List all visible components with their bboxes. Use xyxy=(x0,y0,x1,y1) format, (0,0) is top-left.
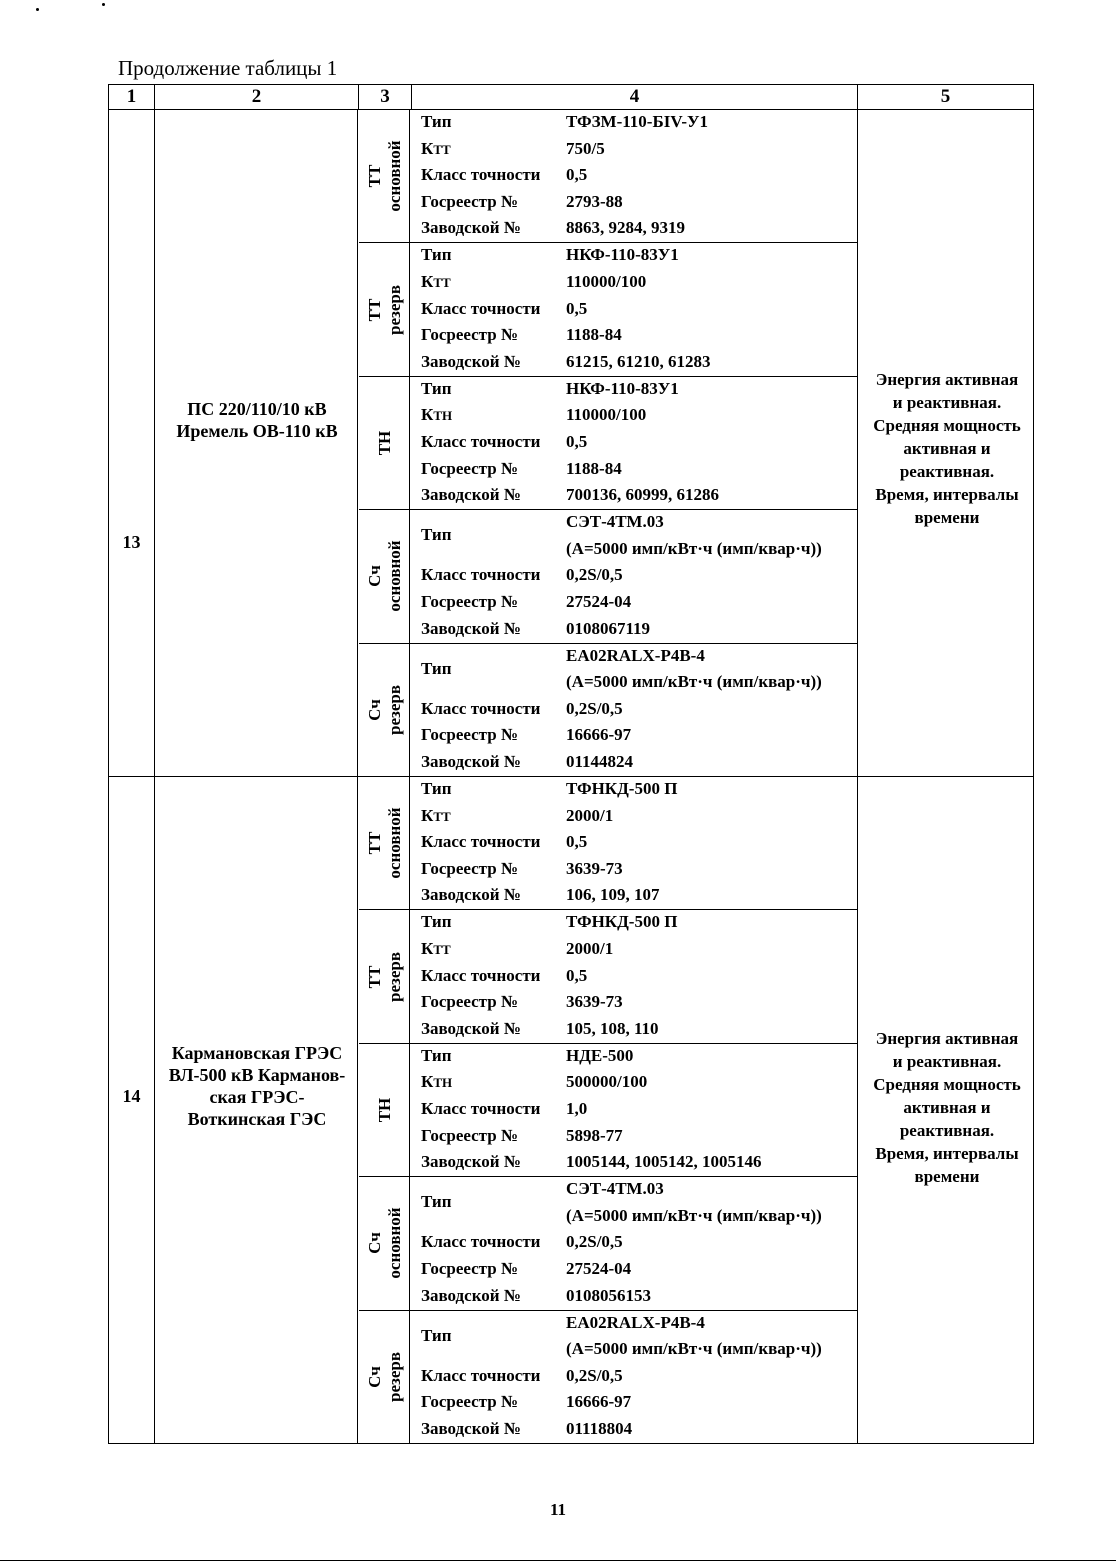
field-value: 110000/100 xyxy=(566,271,647,291)
field-value-detail: (А=5000 имп/кВт·ч (имп/квар·ч)) xyxy=(566,1339,822,1359)
equipment-kind-line: Сч xyxy=(365,565,384,588)
field-value: ТФНКД-500 П xyxy=(566,779,678,798)
equipment-kind xyxy=(359,377,411,509)
field-label: Класс точности xyxy=(421,165,541,185)
field-value: НКФ-110-83У1 xyxy=(566,245,679,265)
equipment-kind xyxy=(359,1311,411,1444)
field-value: 1188-84 xyxy=(566,325,622,345)
equipment-kind-line: ТТ xyxy=(365,831,384,855)
field-label: Заводской № xyxy=(421,751,521,771)
scan-dot xyxy=(102,3,105,6)
equipment-kind-label xyxy=(365,285,405,335)
equipment-kind-line: резерв xyxy=(385,951,404,1002)
equipment-group xyxy=(359,1311,857,1444)
equipment-kind xyxy=(359,910,411,1042)
equipment-kind-line: Сч xyxy=(365,1366,384,1389)
field-label: Тип xyxy=(421,112,452,131)
measured-values-line: реактивная. xyxy=(899,1121,995,1140)
equipment-kind-line: основной xyxy=(385,807,404,879)
equipment-kind-line: ТН xyxy=(375,1097,394,1123)
table-header xyxy=(108,84,1034,110)
ratio-label-subscript: ТТ xyxy=(433,141,451,157)
field-label: Класс точности xyxy=(421,832,541,852)
equipment-kind-label xyxy=(375,431,395,456)
field-value: 106, 109, 107 xyxy=(566,885,660,905)
field-label xyxy=(421,405,452,425)
equipment-kind-label xyxy=(375,1098,395,1123)
measured-values-line: Время, интервалы xyxy=(875,1144,1019,1163)
field-value: 0,2S/0,5 xyxy=(566,698,623,718)
equipment-kind-label xyxy=(365,808,405,879)
column-divider xyxy=(857,110,858,776)
field-value: 16666-97 xyxy=(566,1392,632,1412)
field-label: Заводской № xyxy=(421,1418,521,1438)
field-label: Класс точности xyxy=(421,431,541,451)
field-label xyxy=(421,939,451,959)
field-value-detail: (А=5000 имп/кВт·ч (имп/квар·ч)) xyxy=(566,538,822,558)
measured-values-line: и реактивная. xyxy=(892,393,1002,412)
row-number: 14 xyxy=(122,1086,141,1106)
field-label: Заводской № xyxy=(421,1152,521,1172)
field-value: 700136, 60999, 61286 xyxy=(566,485,719,505)
equipment-kind-label xyxy=(365,541,405,612)
equipment-kind-label xyxy=(365,1208,405,1279)
equipment-kind-line: ТТ xyxy=(365,298,384,321)
ratio-label: К xyxy=(421,271,434,291)
ratio-label: К xyxy=(421,938,434,958)
header-cell: 4 xyxy=(412,85,858,110)
field-label: Тип xyxy=(421,1045,452,1065)
field-label xyxy=(421,139,451,159)
equipment-kind xyxy=(359,243,411,375)
field-value: 0,2S/0,5 xyxy=(566,1365,623,1385)
field-label xyxy=(421,272,451,292)
field-value-detail: (А=5000 имп/кВт·ч (имп/квар·ч)) xyxy=(566,672,822,692)
field-value: 0,5 xyxy=(566,165,588,185)
field-label: Тип xyxy=(421,658,452,678)
measured-values-line: активная и xyxy=(903,439,991,458)
field-value: 750/5 xyxy=(566,138,605,158)
equipment-group xyxy=(359,1044,857,1177)
ratio-label-subscript: ТТ xyxy=(433,808,451,824)
field-label: Заводской № xyxy=(421,485,521,505)
field-label: Класс точности xyxy=(421,1365,541,1385)
field-label: Тип xyxy=(421,245,452,265)
field-value: 0,2S/0,5 xyxy=(566,565,623,585)
equipment-group xyxy=(359,243,857,376)
equipment-kind-line: резерв xyxy=(385,284,404,335)
field-value: EA02RALX-P4B-4 xyxy=(566,645,705,665)
field-label xyxy=(421,1072,452,1092)
field-label: Заводской № xyxy=(421,218,521,238)
field-label: Заводской № xyxy=(421,351,521,371)
measured-values xyxy=(859,1027,1035,1188)
field-label: Класс точности xyxy=(421,565,541,585)
ratio-label: К xyxy=(421,805,434,825)
field-label: Класс точности xyxy=(421,1232,541,1252)
field-value: 0,5 xyxy=(566,832,588,852)
field-label: Тип xyxy=(421,779,452,798)
field-value: ТФНКД-500 П xyxy=(566,912,678,932)
field-value: 1005144, 1005142, 1005146 xyxy=(566,1152,762,1172)
equipment-kind-label xyxy=(365,141,405,212)
row-number: 13 xyxy=(122,532,141,552)
field-value: 16666-97 xyxy=(566,725,632,745)
column-divider xyxy=(357,110,358,776)
field-value: 105, 108, 110 xyxy=(566,1018,659,1038)
field-label: Заводской № xyxy=(421,1018,521,1038)
field-label: Госреестр № xyxy=(421,1258,519,1278)
field-value: 0,5 xyxy=(566,431,588,451)
field-value: 3639-73 xyxy=(566,858,623,878)
table-row xyxy=(108,110,1034,777)
field-label: Госреестр № xyxy=(421,591,519,611)
equipment-kind xyxy=(359,777,411,909)
field-label: Госреестр № xyxy=(421,1392,519,1412)
field-label: Госреестр № xyxy=(421,191,519,211)
field-value: 01118804 xyxy=(566,1418,633,1438)
equipment-kind-line: ТТ xyxy=(365,965,384,988)
ratio-label: К xyxy=(421,1072,434,1092)
field-value: 110000/100 xyxy=(566,405,647,425)
measured-values-line: Средняя мощность xyxy=(873,416,1021,435)
field-value: 61215, 61210, 61283 xyxy=(566,351,711,371)
measured-values-line: Энергия активная xyxy=(875,1029,1019,1048)
equipment-kind-line: ТН xyxy=(375,430,394,456)
header-cell: 3 xyxy=(359,85,412,110)
column-divider xyxy=(857,777,858,1443)
field-label: Заводской № xyxy=(421,618,521,638)
connection-name-line: Кармановская ГРЭС xyxy=(171,1043,343,1063)
measured-values-line: Энергия активная xyxy=(875,370,1019,389)
ratio-label-subscript: ТН xyxy=(433,1075,453,1091)
ratio-label-subscript: ТТ xyxy=(433,274,451,290)
connection-name-line: ская ГРЭС- xyxy=(209,1087,305,1107)
field-value: 27524-04 xyxy=(566,1258,632,1278)
field-value: 0,5 xyxy=(566,298,588,318)
connection-name-line: Иремель ОВ-110 кВ xyxy=(176,421,338,441)
field-label: Госреестр № xyxy=(421,858,519,878)
header-cell: 1 xyxy=(109,85,155,110)
table-row xyxy=(108,777,1034,1444)
measured-values-line: времени xyxy=(914,1167,980,1186)
equipment-group xyxy=(359,1177,857,1310)
field-label xyxy=(421,806,451,826)
field-value: ТФЗМ-110-БIV-У1 xyxy=(566,112,708,131)
equipment-kind-line: Сч xyxy=(365,699,384,722)
field-label: Заводской № xyxy=(421,885,521,905)
column-divider xyxy=(154,110,155,776)
equipment-kind-label xyxy=(365,685,405,735)
ratio-label: К xyxy=(421,138,434,158)
field-value: СЭТ-4ТМ.03 xyxy=(566,512,664,532)
equipment-kind-line: ТТ xyxy=(365,164,384,188)
equipment-kind xyxy=(359,644,411,777)
field-value: EA02RALX-P4B-4 xyxy=(566,1312,705,1332)
field-value: НДЕ-500 xyxy=(566,1045,634,1065)
field-label: Класс точности xyxy=(421,298,541,318)
equipment-kind-line: основной xyxy=(385,1207,404,1279)
scan-dot xyxy=(36,8,39,11)
field-value: 2000/1 xyxy=(566,805,614,825)
field-label: Госреестр № xyxy=(421,725,519,745)
field-label: Класс точности xyxy=(421,1098,541,1118)
equipment-group xyxy=(359,644,857,777)
field-value: 8863, 9284, 9319 xyxy=(566,218,685,238)
field-label: Тип xyxy=(421,912,452,932)
equipment-kind xyxy=(359,1177,411,1309)
measured-values-line: реактивная. xyxy=(899,462,995,481)
connection-name-line: Воткинская ГЭС xyxy=(187,1109,327,1129)
equipment-kind-line: основной xyxy=(385,540,404,612)
connection-name xyxy=(155,1042,359,1130)
field-value: 0108056153 xyxy=(566,1285,651,1305)
field-value: 3639-73 xyxy=(566,992,623,1012)
field-value-detail: (А=5000 имп/кВт·ч (имп/квар·ч)) xyxy=(566,1205,822,1225)
measured-values-line: Средняя мощность xyxy=(873,1075,1021,1094)
field-value: НКФ-110-83У1 xyxy=(566,378,679,398)
equipment-group xyxy=(359,110,857,243)
equipment-kind-line: Сч xyxy=(365,1232,384,1255)
field-label: Заводской № xyxy=(421,1285,521,1305)
field-value: 2793-88 xyxy=(566,191,623,211)
ratio-label-subscript: ТН xyxy=(433,408,453,424)
field-label: Тип xyxy=(421,1325,452,1345)
connection-name-line: ВЛ-500 кВ Карманов- xyxy=(168,1065,346,1085)
equipment-group xyxy=(359,777,857,910)
header-cell: 5 xyxy=(858,85,1034,110)
field-label: Класс точности xyxy=(421,965,541,985)
field-label: Тип xyxy=(421,525,452,545)
field-value: 0,2S/0,5 xyxy=(566,1232,623,1252)
ratio-label-subscript: ТТ xyxy=(433,941,451,957)
field-label: Тип xyxy=(421,1192,452,1212)
field-label: Госреестр № xyxy=(421,458,519,478)
measured-values xyxy=(859,368,1035,529)
field-value: 500000/100 xyxy=(566,1072,648,1092)
equipment-group xyxy=(359,910,857,1043)
field-value: 1,0 xyxy=(566,1098,588,1118)
ratio-label: К xyxy=(421,405,434,425)
field-value: 01144824 xyxy=(566,751,634,771)
field-value: 2000/1 xyxy=(566,938,614,958)
connection-name xyxy=(155,398,359,442)
field-value: 5898-77 xyxy=(566,1125,623,1145)
field-value: 0,5 xyxy=(566,965,588,985)
field-value: СЭТ-4ТМ.03 xyxy=(566,1179,664,1199)
measured-values-line: и реактивная. xyxy=(892,1052,1002,1071)
measured-values-line: Время, интервалы xyxy=(875,485,1019,504)
connection-name-line: ПС 220/110/10 кВ xyxy=(187,399,327,419)
field-value: 27524-04 xyxy=(566,591,632,611)
equipment-kind xyxy=(359,1044,411,1176)
field-value: 0108067119 xyxy=(566,618,651,638)
header-cell: 2 xyxy=(155,85,359,110)
equipment-kind-line: резерв xyxy=(385,1352,404,1403)
equipment-kind-label xyxy=(365,952,405,1002)
equipment-kind xyxy=(359,110,411,242)
page-number: 11 xyxy=(549,1500,567,1519)
field-label: Тип xyxy=(421,378,452,398)
equipment-group xyxy=(359,377,857,510)
field-label: Госреестр № xyxy=(421,992,519,1012)
measured-values-line: времени xyxy=(914,508,980,527)
measured-values-line: активная и xyxy=(903,1098,991,1117)
equipment-group xyxy=(359,510,857,643)
table-caption: Продолжение таблицы 1 xyxy=(118,56,338,80)
equipment-kind-line: основной xyxy=(385,140,404,212)
field-label: Госреестр № xyxy=(421,325,519,345)
field-label: Класс точности xyxy=(421,698,541,718)
equipment-kind-label xyxy=(365,1352,405,1402)
equipment-kind-line: резерв xyxy=(385,685,404,736)
field-value: 1188-84 xyxy=(566,458,622,478)
field-label: Госреестр № xyxy=(421,1125,519,1145)
footer-rule xyxy=(0,1560,1116,1561)
equipment-kind xyxy=(359,510,411,642)
